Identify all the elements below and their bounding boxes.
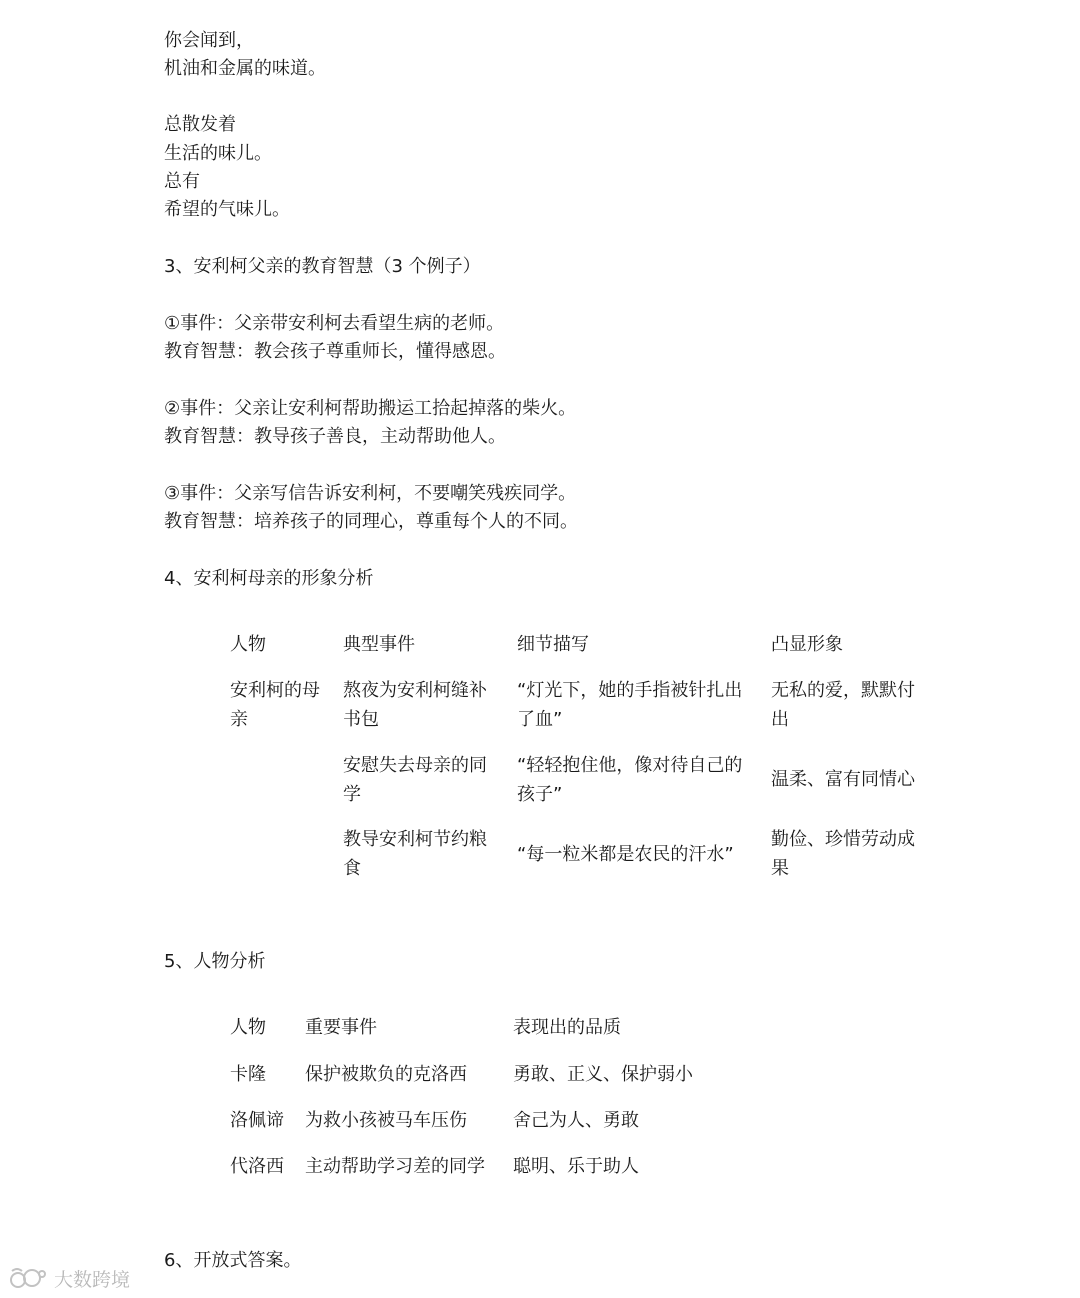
table-header-event: 重要事件: [305, 1017, 377, 1038]
table-cell-quality: 舍己为人、勇敢: [513, 1110, 639, 1131]
table-cell-event: 保护被欺负的克洛西: [305, 1064, 467, 1085]
table-header-image: 凸显形象: [771, 634, 843, 655]
table-cell-detail: 了血”: [517, 709, 563, 730]
table-cell-event: 为救小孩被马车压伤: [305, 1110, 467, 1131]
table-cell-detail: 孩子”: [517, 784, 563, 805]
table-cell-event: 食: [343, 858, 361, 879]
poem-line: 你会闻到，: [164, 30, 254, 51]
table-header-quality: 表现出的品质: [513, 1017, 621, 1038]
table-header-detail: 细节描写: [517, 634, 589, 655]
poem-line: 希望的气味儿。: [164, 199, 290, 220]
section-3-heading: 3、安利柯父亲的教育智慧（3 个例子）: [164, 256, 481, 277]
table-cell-detail: “轻轻抱住他，像对待自己的: [517, 755, 743, 776]
table-cell-name: 卡隆: [230, 1064, 266, 1085]
table-cell-image: 无私的爱，默默付: [771, 680, 915, 701]
poem-line: 机油和金属的味道。: [164, 58, 326, 79]
table-cell-person: 安利柯的母: [230, 680, 320, 701]
section-6-heading: 6、开放式答案。: [164, 1250, 302, 1271]
table-cell-image: 温柔、富有同情心: [771, 769, 915, 790]
table-cell-event: 熬夜为安利柯缝补: [343, 680, 487, 701]
table-cell-event: 书包: [343, 709, 379, 730]
example-wisdom: 教育智慧：教导孩子善良，主动帮助他人。: [164, 426, 506, 447]
poem-line: 总散发着: [164, 114, 236, 135]
table-cell-name: 代洛西: [230, 1156, 284, 1177]
table-cell-image: 出: [771, 709, 789, 730]
watermark-text: 大数跨境: [54, 1268, 131, 1291]
example-wisdom: 教育智慧：培养孩子的同理心，尊重每个人的不同。: [164, 511, 578, 532]
table-cell-event: 教导安利柯节约粮: [343, 829, 487, 850]
table-header-event: 典型事件: [343, 634, 415, 655]
example-event: ①事件：父亲带安利柯去看望生病的老师。: [164, 313, 505, 334]
table-cell-detail: “灯光下，她的手指被针扎出: [517, 680, 743, 701]
table-header-person: 人物: [230, 1017, 266, 1038]
poem-line: 生活的味儿。: [164, 143, 272, 164]
table-cell-detail: “每一粒米都是农民的汗水”: [517, 844, 734, 865]
example-wisdom: 教育智慧：教会孩子尊重师长，懂得感恩。: [164, 341, 506, 362]
table-cell-name: 洛佩谛: [230, 1110, 284, 1131]
table-cell-event: 安慰失去母亲的同: [343, 755, 487, 776]
table-cell-event: 主动帮助学习差的同学: [305, 1156, 485, 1177]
section-4-heading: 4、安利柯母亲的形象分析: [164, 568, 374, 589]
table-cell-image: 果: [771, 858, 789, 879]
table-header-person: 人物: [230, 634, 266, 655]
table-cell-quality: 勇敢、正义、保护弱小: [513, 1064, 693, 1085]
example-event: ③事件：父亲写信告诉安利柯，不要嘲笑残疾同学。: [164, 483, 577, 504]
example-event: ②事件：父亲让安利柯帮助搬运工拾起掉落的柴火。: [164, 398, 577, 419]
poem-line: 总有: [164, 171, 200, 192]
table-cell-event: 学: [343, 784, 361, 805]
table-cell-image: 勤俭、珍惜劳动成: [771, 829, 915, 850]
watermark: [8, 1264, 130, 1292]
table-cell-quality: 聪明、乐于助人: [513, 1156, 639, 1177]
section-5-heading: 5、人物分析: [164, 951, 266, 972]
table-cell-person: 亲: [230, 709, 248, 730]
watermark-logo-icon: [8, 1265, 48, 1291]
